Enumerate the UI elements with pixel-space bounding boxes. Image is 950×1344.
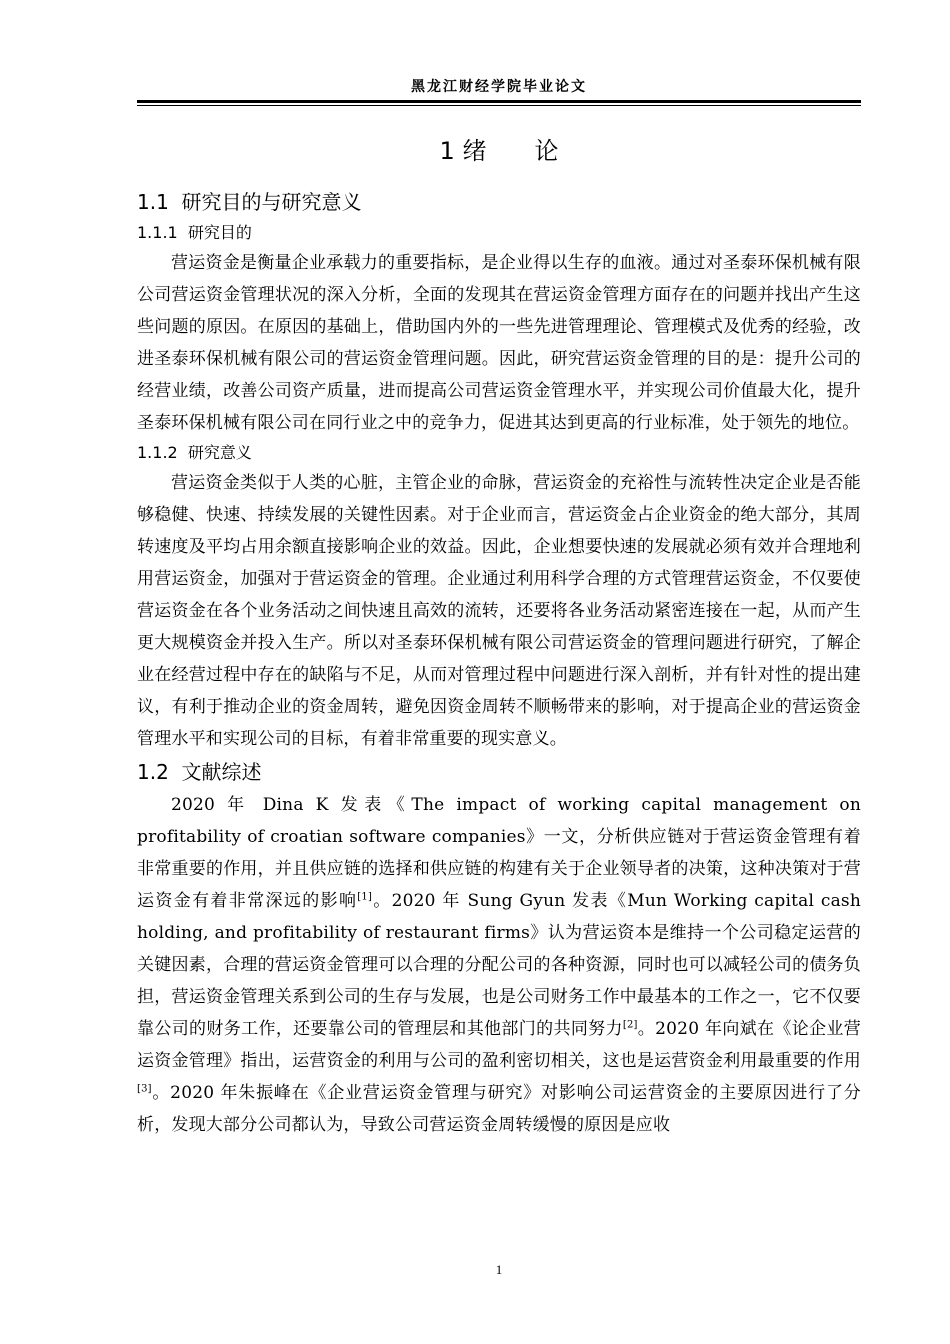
chapter-title: 1 绪 论 [439, 137, 559, 165]
header-rule-thick [137, 100, 861, 103]
citation-ref-1: [1] [357, 891, 373, 903]
page-number: 1 [495, 1262, 503, 1277]
literature-text-a: 2020 年 Dina K 发表《The impact of working capital management on profitability of croatian software companies》一文，分析供应链对于营运资金管理有着非常重要的作用，并且供应链的选择和供应链的构建有关于企业领导者的决策，这种决策对于营运资金有着非常深远的影响 [137, 795, 861, 911]
header-rule-thin [137, 105, 861, 106]
citation-ref-3: [3] [137, 1083, 152, 1095]
section-heading-1-1: 1.1 研究目的与研究意义 [137, 190, 362, 214]
literature-text-d: 。2020 年朱振峰在《企业营运资金管理与研究》对影响公司运营资金的主要原因进行了分析，发现大部分公司都认为，导致公司营运资金周转缓慢的原因是应收 [137, 1083, 861, 1135]
citation-ref-2: [2] [622, 1019, 638, 1031]
section-heading-1-1-2: 1.1.2 研究意义 [137, 443, 252, 462]
section-heading-1-1-1: 1.1.1 研究目的 [137, 223, 252, 242]
section-heading-1-2: 1.2 文献综述 [137, 760, 262, 784]
literature-text-b: 。2020 年 Sung Gyun 发表《Mun Working capital cash holding, and profitability of restaurant firms》认为营运资本是维持一个公司稳定运营的关键因素，合理的营运资金管理可以合理的分配公司的各种资源，同时也可以减轻公司的债务负担，营运资金管理关系到公司的生存与发展，也是公司财务工作中最基本的工作之一，它不仅要靠公司的财务工作，还要靠公司的管理层和其他部门的共同努力 [137, 891, 861, 1039]
running-header: 黑龙江财经学院毕业论文 [411, 79, 587, 95]
paragraph-research-significance: 营运资金类似于人类的心脏，主管企业的命脉，营运资金的充裕性与流转性决定企业是否能够稳健、快速、持续发展的关键性因素。对于企业而言，营运资金占企业资金的绝大部分，其周转速度及平均占用余额直接影响企业的效益。因此，企业想要快速的发展就必须有效并合理地利用营运资金，加强对于营运资金的管理。企业通过利用科学合理的方式管理营运资金，不仅要使营运资金在各个业务活动之间快速且高效的流转，还要将各业务活动紧密连接在一起，从而产生更大规模资金并投入生产。所以对圣泰环保机械有限公司营运资金的管理问题进行研究，了解企业在经营过程中存在的缺陷与不足，从而对管理过程中问题进行深入剖析，并有针对性的提出建议，有利于推动企业的资金周转，避免因资金周转不顺畅带来的影响，对于提高企业的营运资金管理水平和实现公司的目标，有着非常重要的现实意义。 [137, 473, 861, 749]
paragraph-research-purpose: 营运资金是衡量企业承载力的重要指标，是企业得以生存的血液。通过对圣泰环保机械有限公司营运资金管理状况的深入分析，全面的发现其在营运资金管理方面存在的问题并找出产生这些问题的原因。在原因的基础上，借助国内外的一些先进管理理论、管理模式及优秀的经验，改进圣泰环保机械有限公司的营运资金管理问题。因此，研究营运资金管理的目的是：提升公司的经营业绩，改善公司资产质量，进而提高公司营运资金管理水平，并实现公司价值最大化，提升圣泰环保机械有限公司在同行业之中的竞争力，促进其达到更高的行业标准，处于领先的地位。 [137, 253, 861, 433]
literature-text-c: 。2020 年向斌在《论企业营运资金管理》指出，运营资金的利用与公司的盈利密切相关，这也是运营资金利用最重要的作用 [137, 1019, 861, 1071]
paragraph-literature-review [137, 789, 861, 1141]
body-content [137, 185, 861, 1141]
